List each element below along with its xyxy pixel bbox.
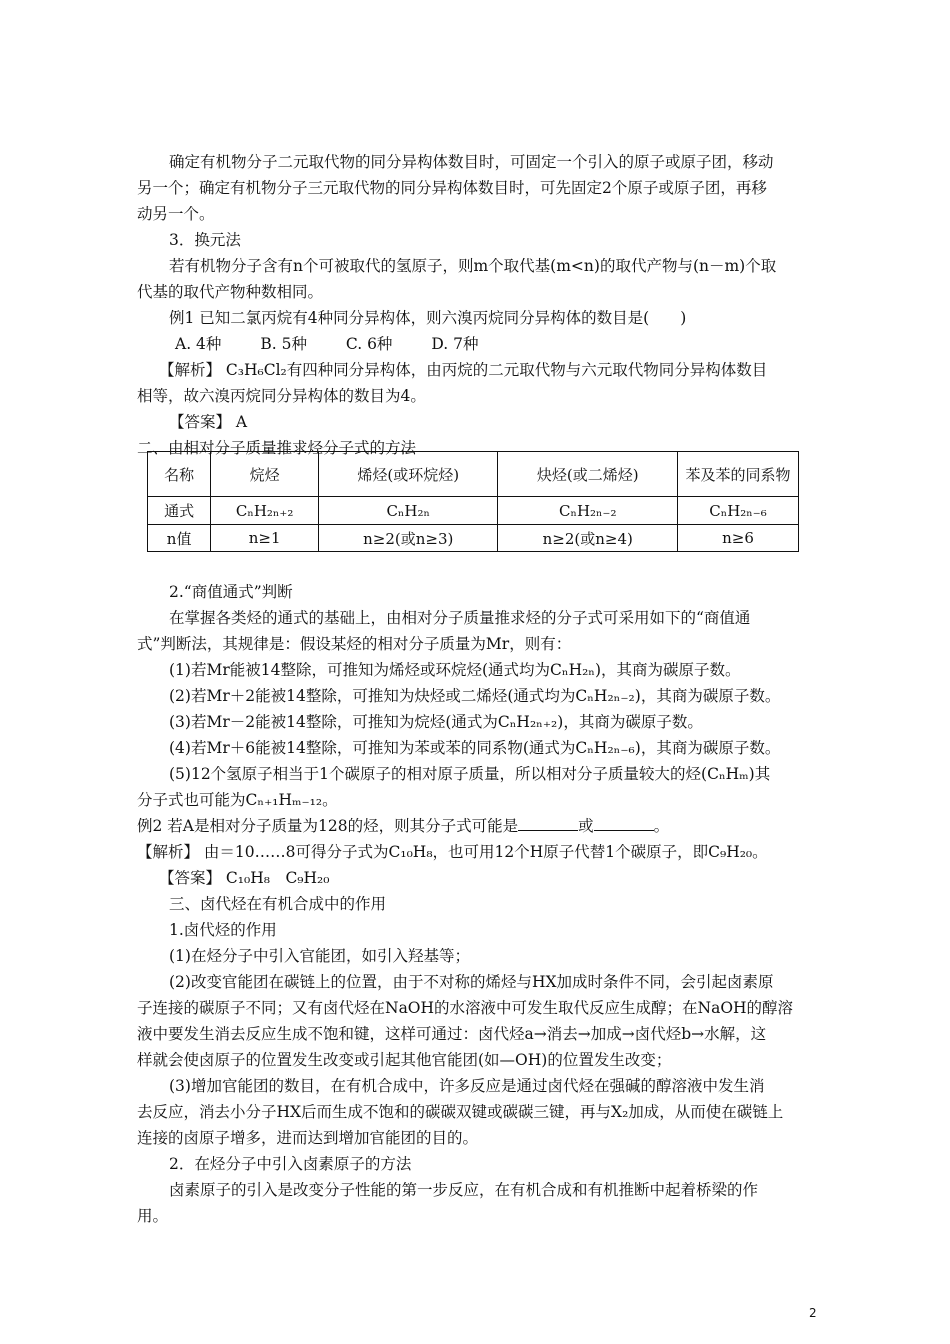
answer-line: 【答案】 A: [169, 413, 248, 431]
subheading: 2.“商值通式”判断: [169, 583, 293, 601]
paragraph-line: 子连接的碳原子不同；又有卤代烃在NaOH的水溶液中可发生取代反应生成醇；在NaOH的醇溶: [137, 999, 794, 1017]
table-cell: CₙH₂ₙ₋₂: [498, 497, 678, 525]
option-c: C. 6种: [345, 335, 393, 353]
paragraph-line: 去反应，消去小分子HX后而生成不饱和的碳碳双键或碳碳三键，再与X₂加成，从而使在碳链上: [137, 1103, 784, 1121]
table-row: [148, 525, 799, 552]
paragraph-line: 卤素原子的引入是改变分子性能的第一步反应，在有机合成和有机推断中起着桥梁的作: [169, 1181, 759, 1199]
section-title: 二、由相对分子质量推求烃分子式的方法: [137, 439, 417, 457]
table-cell: 烷烃: [211, 452, 319, 497]
analysis-line: 相等，故六溴丙烷同分异构体的数目为4。: [137, 387, 426, 405]
option-b: B. 5种: [260, 335, 307, 353]
paragraph-line: 用。: [137, 1207, 169, 1225]
table-cell: 通式: [148, 497, 211, 525]
table-cell: n值: [148, 525, 211, 552]
paragraph-line: 确定有机物分子二元取代物的同分异构体数目时，可固定一个引入的原子或原子团，移动: [169, 153, 774, 171]
paragraph-line: 液中要发生消去反应生成不饱和键，这样可通过：卤代烃a→消去→加成→卤代烃b→水解，这: [137, 1025, 767, 1043]
example-question: 例2 若A是相对分子质量为128的烃，则其分子式可能是 或 。: [137, 817, 670, 835]
paragraph-line: (2)改变官能团在碳链上的位置，由于不对称的烯烃与HX加成时条件不同，会引起卤素原: [169, 973, 774, 991]
table-cell: n≥6: [678, 525, 799, 552]
hydrocarbon-formula-table: [147, 451, 799, 552]
rule-line: (2)若Mr＋2能被14整除，可推知为炔烃或二烯烃(通式均为CₙH₂ₙ₋₂)，其商为碳原子数。: [169, 687, 781, 705]
table-cell: 苯及苯的同系物: [678, 452, 799, 497]
paragraph-line: (1)在烃分子中引入官能团，如引入羟基等；: [169, 947, 470, 965]
paragraph-line: 动另一个。: [137, 205, 215, 223]
answer-line: 【答案】 C₁₀H₈ C₉H₂₀: [159, 869, 330, 887]
answer-options: [169, 332, 849, 356]
paragraph-line: 连接的卤原子增多，进而达到增加官能团的目的。: [137, 1129, 479, 1147]
table-cell: CₙH₂ₙ₋₆: [678, 497, 799, 525]
table-cell: CₙH₂ₙ₊₂: [211, 497, 319, 525]
table-row: [148, 497, 799, 525]
rule-line: (4)若Mr＋6能被14整除，可推知为苯或苯的同系物(通式为CₙH₂ₙ₋₆)，其商为碳原子数。: [169, 739, 781, 757]
analysis-line: 【解析】 C₃H₆Cl₂有四种同分异构体，由丙烷的二元取代物与六元取代物同分异构体数目: [159, 361, 768, 379]
paragraph-line: (3)增加官能团的数目，在有机合成中，许多反应是通过卤代烃在强碱的醇溶液中发生消: [169, 1077, 765, 1095]
answer-blank[interactable]: [518, 816, 578, 831]
rule-line: (1)若Mr能被14整除，可推知为烯烃或环烷烃(通式均为CₙH₂ₙ)，其商为碳原子数。: [169, 661, 741, 679]
option-a: A. 4种: [175, 335, 222, 353]
paragraph-line: 在掌握各类烃的通式的基础上，由相对分子质量推求烃的分子式可采用如下的“商值通: [169, 609, 751, 627]
rule-line: 分子式也可能为Cₙ₊₁Hₘ₋₁₂。: [137, 791, 338, 809]
paragraph-line: 样就会使卤原子的位置发生改变或引起其他官能团(如—OH)的位置发生改变；: [137, 1051, 672, 1069]
analysis-line: 【解析】 由＝10……8可得分子式为C₁₀H₈，也可用12个H原子代替1个碳原子，即C₉H₂₀。: [137, 843, 768, 861]
table-cell: n≥2(或n≥3): [319, 525, 498, 552]
paragraph-line: 代基的取代产物种数相同。: [137, 283, 324, 301]
table-cell: 炔烃(或二烯烃): [498, 452, 678, 497]
example-question: 例1 已知二氯丙烷有4种同分异构体，则六溴丙烷同分异构体的数目是( ): [169, 309, 687, 327]
subheading: 3．换元法: [169, 231, 241, 249]
paragraph-line: 另一个；确定有机物分子三元取代物的同分异构体数目时，可先固定2个原子或原子团，再移: [137, 179, 767, 197]
table-cell: 烯烃(或环烷烃): [319, 452, 498, 497]
rule-line: (5)12个氢原子相当于1个碳原子的相对原子质量，所以相对分子质量较大的烃(CₙHₘ)其: [169, 765, 771, 783]
table-cell: 名称: [148, 452, 211, 497]
answer-blank[interactable]: [594, 816, 654, 831]
table-cell: CₙH₂ₙ: [319, 497, 498, 525]
paragraph-line: 式”判断法，其规律是：假设某烃的相对分子质量为Mr，则有：: [137, 635, 572, 653]
paragraph-line: 若有机物分子含有n个可被取代的氢原子，则m个取代基(m<n)的取代产物与(n－m)个取: [169, 257, 777, 275]
subheading: 2．在烃分子中引入卤素原子的方法: [169, 1155, 412, 1173]
table-cell: n≥1: [211, 525, 319, 552]
table-header-row: [148, 452, 799, 497]
section-title: 三、卤代烃在有机合成中的作用: [169, 895, 387, 913]
subheading: 1.卤代烃的作用: [169, 921, 277, 939]
table-cell: n≥2(或n≥4): [498, 525, 678, 552]
option-d: D. 7种: [431, 335, 479, 353]
page-number: 2: [809, 1306, 817, 1320]
rule-line: (3)若Mr－2能被14整除，可推知为烷烃(通式为CₙH₂ₙ₊₂)，其商为碳原子数。: [169, 713, 703, 731]
